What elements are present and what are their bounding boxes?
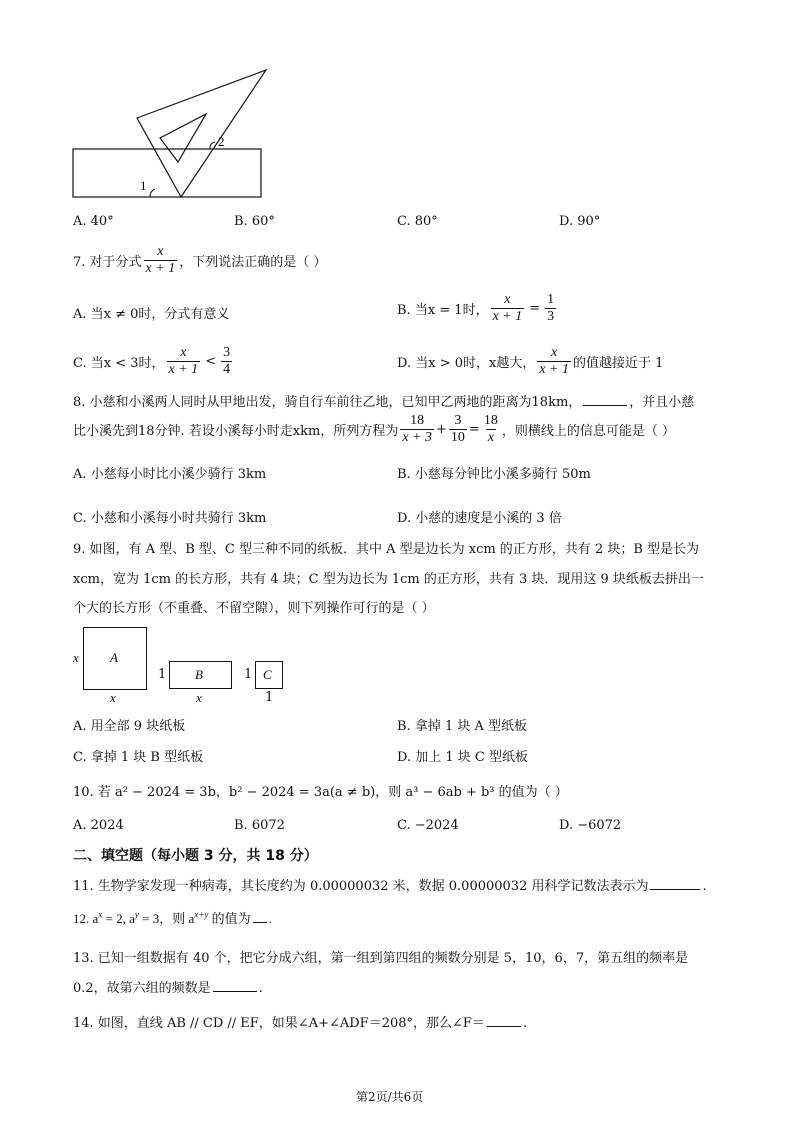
q9-line1: 9. 如图，有 A 型、B 型、C 型三种不同的纸板．其中 A 型是边长为 xcm 的正方形，共有 2 块；B 型是长为 — [73, 542, 700, 557]
page-footer: 第2页/共6页 — [356, 1090, 424, 1104]
q11-blank — [650, 877, 700, 890]
q8-blank — [583, 393, 627, 406]
q7-option-d: D. 当x > 0时，x越大， $\frac{x}{x + 1}$ 的值越接近于 1 — [397, 345, 664, 377]
q7-option-a: A. 当x ≠ 0时，分式有意义 — [73, 307, 230, 322]
q9-fig-c-side-1: 1 — [244, 667, 253, 682]
q10-option-b: B. 6072 — [234, 818, 285, 833]
q9-fig-a-bottom-x: x — [110, 690, 116, 705]
q9-option-b: B. 拿掉 1 块 A 型纸板 — [397, 719, 528, 734]
q9-fig-b-side-1: 1 — [158, 667, 167, 682]
q12: 12. $a^x = 2$, $a^y = 3$，则 $a^{x+y}$ 的值为 . — [73, 909, 272, 926]
q8-option-a: A. 小慈每小时比小溪少骑行 3km — [73, 467, 267, 482]
q9-fig-label-c: C — [263, 667, 272, 682]
triangle-outer — [137, 70, 266, 197]
q7-stem-b: ，下列说法正确的是（ ） — [179, 255, 327, 270]
angle1-label: 1 — [140, 178, 147, 193]
q9-fig-c-bottom-1: 1 — [265, 690, 274, 705]
q9-option-c: C. 拿掉 1 块 B 型纸板 — [73, 750, 204, 765]
q10-option-c: C. −2024 — [397, 818, 459, 833]
q7-option-c: C. 当x < 3时， $\frac{x}{x + 1}$ < $\frac{3}{4}$ — [73, 345, 231, 377]
q6-option-d: D. 90° — [559, 214, 601, 229]
angle2-label: 2 — [218, 134, 225, 149]
q10-option-d: D. −6072 — [559, 818, 622, 833]
q11: 11. 生物学家发现一种病毒，其长度约为 0.00000032 米，数据 0.00000032 用科学记数法表示为 . — [73, 879, 707, 894]
q8-line1: 8. 小慈和小溪两人同时从甲地出发，骑自行车前往乙地，已知甲乙两地的距离为18km， ，并且小慈 — [73, 395, 695, 410]
q6-option-a: A. 40° — [73, 214, 114, 229]
q9-fig-b-bottom-x: x — [196, 690, 202, 705]
q9-fig-a-side-x: x — [73, 650, 79, 665]
angle1-arc — [150, 189, 155, 197]
q7-option-b: B. 当x = 1时， $\frac{x}{x + 1}$ = $\frac{1}{3}$ — [397, 292, 555, 324]
q7-stem-a: 7. 对于分式 — [73, 255, 142, 270]
q9-fig-label-a: A — [110, 650, 118, 665]
section-fill-in-title: 二、填空题（每小题 3 分，共 18 分） — [73, 848, 318, 864]
q13-blank — [213, 979, 257, 992]
q8-option-b: B. 小慈每分钟比小溪多骑行 50m — [397, 467, 591, 482]
q10-stem: 10. 若 a² − 2024 = 3b，b² − 2024 = 3a(a ≠ b)，则 a³ − 6ab + b³ 的值为（ ） — [73, 785, 568, 800]
q9-fig-label-b: B — [195, 667, 203, 682]
q9-line2: xcm，宽为 1cm 的长方形，共有 4 块；C 型为边长为 1cm 的正方形，共有 3 块．现用这 9 块纸板去拼出一 — [73, 572, 704, 587]
q9-line3: 个大的长方形（不重叠、不留空隙），则下列操作可行的是（ ） — [73, 601, 435, 616]
q8-option-c: C. 小慈和小溪每小时共骑行 3km — [73, 511, 267, 526]
q14-blank — [487, 1014, 521, 1027]
q14: 14. 如图，直线 AB // CD // EF，如果∠A+∠ADF＝208°，那么∠F＝ . — [73, 1016, 528, 1031]
q9-option-a: A. 用全部 9 块纸板 — [73, 719, 186, 734]
q13-line2: 0.2，故第六组的频数是 . — [73, 981, 263, 996]
q13-line1: 13. 已知一组数据有 40 个，把它分成六组，第一组到第四组的频数分别是 5，10，6，7，第五组的频率是 — [73, 951, 689, 966]
q7-stem — [73, 244, 326, 277]
q9-option-d: D. 加上 1 块 C 型纸板 — [397, 750, 528, 765]
q8-option-d: D. 小慈的速度是小溪的 3 倍 — [397, 511, 562, 526]
triangle-inner — [160, 114, 206, 162]
fig-ruler-triangle — [60, 62, 280, 202]
q10-option-a: A. 2024 — [73, 818, 124, 833]
q8-eq-frac1: $\frac{18}{x + 3}$ — [402, 413, 433, 445]
q6-option-b: B. 60° — [234, 214, 275, 229]
q8-line2: 比小溪先到18分钟. 若设小溪每小时走xkm，所列方程为 $\frac{18}{x + 3}$ + $\frac{3}{10}$ = $\frac{18}{x}$ ，则横线上的信息可能是（ ） — [73, 413, 675, 445]
q7-fraction: $\frac{x}{x + 1}$ — [145, 244, 176, 276]
q6-option-c: C. 80° — [397, 214, 438, 229]
q12-blank — [253, 910, 267, 923]
q8-eq-frac2: $\frac{3}{10}$ — [450, 413, 465, 445]
q8-eq-frac3: $\frac{18}{x}$ — [483, 413, 498, 445]
